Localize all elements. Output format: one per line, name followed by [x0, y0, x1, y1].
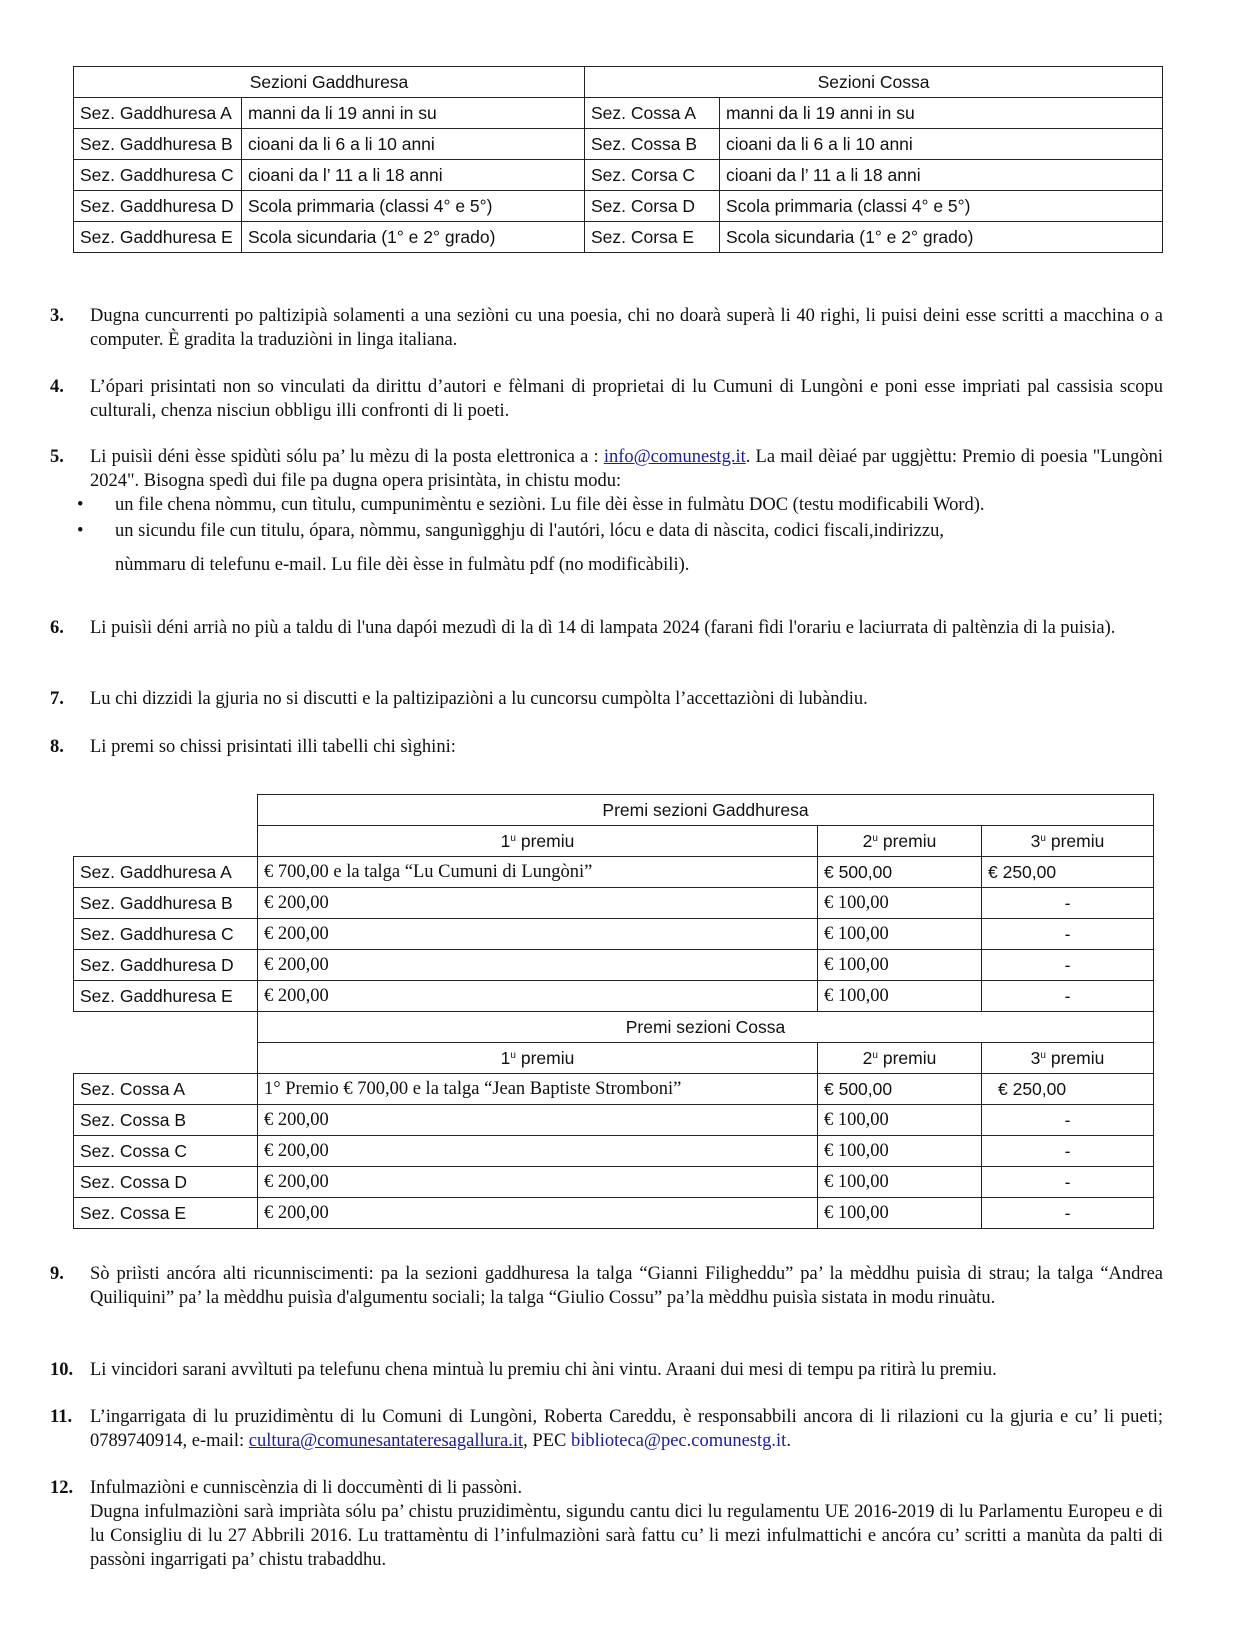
ordinal: 3	[1030, 1047, 1041, 1068]
second-prize: € 100,00	[818, 1136, 982, 1167]
header-label: premiu	[515, 1047, 575, 1068]
third-prize: -	[982, 888, 1154, 919]
pec-address[interactable]: biblioteca@pec.comunestg.it	[570, 1431, 787, 1451]
table-row	[74, 888, 1154, 919]
rule-text: Dugna cuncurrenti po paltizipià solamenti a una seziòni cu una poesia, chi no doarà superà li 40 righi, li puisi deini esse scritti a macchina o a computer. È gradita la traduziòni in linga italiana.	[90, 306, 1163, 350]
first-prize: € 200,00	[258, 1105, 818, 1136]
section-label: Sez. Gaddhuresa E	[74, 981, 258, 1012]
rule-number: 6.	[50, 618, 64, 638]
table-cell: Sez. Gaddhuresa C	[74, 160, 242, 191]
header-cossa: Sezioni Cossa	[585, 67, 1163, 98]
table-row	[74, 98, 1163, 129]
header-label: premiu	[877, 1047, 937, 1068]
section-label: Sez. Gaddhuresa B	[74, 888, 258, 919]
sections-table	[73, 66, 1163, 253]
section-label: Sez. Cossa E	[74, 1198, 258, 1229]
third-prize: € 250,00	[982, 857, 1154, 888]
table-cell: Sez. Gaddhuresa D	[74, 191, 242, 222]
table-cell: manni da li 19 anni in su	[242, 98, 585, 129]
rule-11	[50, 1405, 1163, 1453]
rule-text: Li premi so chissi prisintati illi tabelli chi sìghini:	[90, 737, 456, 757]
ordinal-suffix: u	[1040, 832, 1046, 844]
rule-text-part: . La mail dèiaé par uggjèttu: Premio di poesia "Lungòni 2024". Bisogna spedì dui file pa dugna opera prisintàta, in chistu modu:	[90, 447, 1163, 491]
first-prize: € 200,00	[258, 950, 818, 981]
table-cell: Scola sicundaria (1° e 2° grado)	[720, 222, 1163, 253]
third-prize: -	[982, 950, 1154, 981]
table-cell: cioani da l’ 11 a li 18 anni	[242, 160, 585, 191]
bullet-icon: •	[77, 495, 84, 515]
table-header-row	[74, 1012, 1154, 1043]
header-label: premiu	[515, 830, 575, 851]
rule-10	[50, 1358, 1163, 1382]
table-cell: manni da li 19 anni in su	[720, 98, 1163, 129]
rule-number: 4.	[50, 377, 64, 397]
header-label: premiu	[1045, 830, 1105, 851]
second-prize: € 100,00	[818, 1198, 982, 1229]
third-prize: -	[982, 1105, 1154, 1136]
table-row	[74, 1105, 1154, 1136]
rule-7	[50, 687, 1163, 711]
empty-cell	[74, 1043, 258, 1074]
rule-8	[50, 735, 1163, 759]
list-item	[77, 493, 1163, 517]
list-item	[77, 519, 1163, 577]
table-cell: Sez. Gaddhuresa A	[74, 98, 242, 129]
ordinal-suffix: u	[1040, 1049, 1046, 1061]
rule-number: 3.	[50, 306, 64, 326]
second-prize: € 100,00	[818, 888, 982, 919]
header-gaddhuresa: Sezioni Gaddhuresa	[74, 67, 585, 98]
second-prize: € 100,00	[818, 950, 982, 981]
rule-number: 9.	[50, 1264, 64, 1284]
rule-number: 8.	[50, 737, 64, 757]
table-cell: Sez. Cossa A	[585, 98, 720, 129]
table-cell: cioani da li 6 a li 10 anni	[720, 129, 1163, 160]
section-label: Sez. Cossa C	[74, 1136, 258, 1167]
col-header-first-prize	[258, 1043, 818, 1074]
table-header-row	[74, 795, 1154, 826]
rule-text-part: Li puisìi déni èsse spidùti sólu pa’ lu mèzu di la posta elettronica a :	[90, 447, 604, 467]
col-header-third-prize	[982, 826, 1154, 857]
first-prize: € 200,00	[258, 1136, 818, 1167]
rule-text-part: .	[786, 1431, 791, 1451]
rule-text: Sò priìsti ancóra alti ricunniscimenti: pa la sezioni gaddhuresa la talga “Gianni Filigheddu” pa’ la mèddhu puisìa di strau; la talga “Andrea Quiliquini” pa’ la mèddhu puisìa d'algumentu sociali; la talga “Giulio Cossu” pa’la mèddhu puisìa sistata in modu rinuàtu.	[90, 1264, 1163, 1308]
rule-heading: Infulmaziòni e cunniscènzia di li doccumènti di li passòni.	[90, 1478, 523, 1498]
col-header-first-prize	[258, 826, 818, 857]
rule-text: Li vincidori sarani avvìltuti pa telefunu chena mintuà lu premiu chi àni vintu. Araani dui mesi di tempu pa ritirà lu premiu.	[90, 1360, 997, 1380]
table-row	[74, 129, 1163, 160]
empty-cell	[74, 1012, 258, 1043]
rule-number: 11.	[50, 1407, 73, 1427]
section-label: Sez. Gaddhuresa A	[74, 857, 258, 888]
email-link[interactable]: cultura@comunesantateresagallura.it	[248, 1431, 524, 1451]
table-row	[74, 1167, 1154, 1198]
third-prize: € 250,00	[982, 1074, 1154, 1105]
table-header-row	[74, 1043, 1154, 1074]
empty-cell	[74, 795, 258, 826]
first-prize: € 200,00	[258, 981, 818, 1012]
table-cell: Sez. Cossa B	[585, 129, 720, 160]
ordinal: 1	[500, 830, 511, 851]
table-cell: Sez. Corsa E	[585, 222, 720, 253]
rule-6	[50, 616, 1163, 640]
table-cell: Sez. Corsa D	[585, 191, 720, 222]
rule-text-part: L’ingarrigata di lu pruzidimèntu di lu Comuni di Lungòni, Roberta Careddu, è responsabbili ancora di li rilazioni cu la gjuria e cu’ li pueti; 0789740914, e-mail:	[90, 1407, 1163, 1451]
bullet-icon: •	[77, 521, 84, 541]
section-label: Sez. Cossa B	[74, 1105, 258, 1136]
table-row	[74, 919, 1154, 950]
second-prize: € 100,00	[818, 919, 982, 950]
table-header-row	[74, 826, 1154, 857]
rule-text: L’ópari prisintati non so vinculati da dirittu d’autori e fèlmani di proprietai di lu Cumuni di Lungòni e poni esse impriati pal cassisia scopu culturali, chenza nisciun obbligu illi confronti di li poeti.	[90, 377, 1163, 421]
table-cell: Scola primmaria (classi 4° e 5°)	[242, 191, 585, 222]
rule-text-part: , PEC	[523, 1431, 571, 1451]
list-item-text: un file chena nòmmu, cun tìtulu, cumpunimèntu e seziòni. Lu file dèi èsse in fulmàtu DOC (testu modificabili Word).	[115, 495, 985, 515]
table-row	[74, 981, 1154, 1012]
prizes-table	[73, 794, 1154, 1229]
col-header-second-prize	[818, 826, 982, 857]
third-prize: -	[982, 919, 1154, 950]
table-row	[74, 191, 1163, 222]
rule-text: Dugna infulmaziòni sarà impriàta sólu pa’ chistu pruzidimèntu, sigundu cantu dici lu regulamentu UE 2016-2019 di lu Parlamentu Europeu e di lu Consigliu di lu 27 Abbrili 2016. Lu trattamèntu di l’infulmaziòni sarà fattu cu’ li mezi infulmattichi e ancóra cu’ scritti a manùta da palti di passòni ingarrigati pa’ chistu trabaddhu.	[90, 1502, 1163, 1570]
section-label: Sez. Cossa A	[74, 1074, 258, 1105]
table-row	[74, 950, 1154, 981]
first-prize: € 200,00	[258, 1198, 818, 1229]
table-row	[74, 1198, 1154, 1229]
table-row	[74, 222, 1163, 253]
ordinal: 1	[500, 1047, 511, 1068]
table-header-row	[74, 67, 1163, 98]
second-prize: € 500,00	[818, 857, 982, 888]
rule-4	[50, 375, 1163, 423]
second-prize: € 100,00	[818, 1167, 982, 1198]
third-prize: -	[982, 1136, 1154, 1167]
table-row	[74, 857, 1154, 888]
col-header-second-prize	[818, 1043, 982, 1074]
ordinal: 2	[862, 1047, 873, 1068]
first-prize: € 700,00 e la talga “Lu Cumuni di Lungòni”	[258, 857, 818, 888]
third-prize: -	[982, 1167, 1154, 1198]
section-label: Sez. Cossa D	[74, 1167, 258, 1198]
table-cell: Scola sicundaria (1° e 2° grado)	[242, 222, 585, 253]
first-prize: € 200,00	[258, 1167, 818, 1198]
table-cell: cioani da li 6 a li 10 anni	[242, 129, 585, 160]
table-row	[74, 160, 1163, 191]
table-row	[74, 1074, 1154, 1105]
ordinal: 3	[1030, 830, 1041, 851]
ordinal: 2	[862, 830, 873, 851]
table-cell: Sez. Corsa C	[585, 160, 720, 191]
section-label: Sez. Gaddhuresa C	[74, 919, 258, 950]
rule-3	[50, 304, 1163, 352]
rule-number: 7.	[50, 689, 64, 709]
first-prize: 1° Premio € 700,00 e la talga “Jean Baptiste Stromboni”	[258, 1074, 818, 1105]
prizes-cossa-title: Premi sezioni Cossa	[258, 1012, 1154, 1043]
rule-number: 10.	[50, 1360, 74, 1380]
table-cell: Sez. Gaddhuresa B	[74, 129, 242, 160]
ordinal-suffix: u	[872, 832, 878, 844]
first-prize: € 200,00	[258, 888, 818, 919]
rule-number: 12.	[50, 1478, 74, 1498]
table-cell: Sez. Gaddhuresa E	[74, 222, 242, 253]
empty-cell	[74, 826, 258, 857]
rule-text	[90, 1405, 1163, 1453]
third-prize: -	[982, 981, 1154, 1012]
rule-9	[50, 1262, 1163, 1310]
table-row	[74, 1136, 1154, 1167]
list-item-text: un sicundu file cun titulu, ópara, nòmmu, sangunìgghju di l'autóri, lócu e data di nàscita, codici fiscali,indirizzu,	[115, 521, 944, 541]
first-prize: € 200,00	[258, 919, 818, 950]
section-label: Sez. Gaddhuresa D	[74, 950, 258, 981]
third-prize: -	[982, 1198, 1154, 1229]
second-prize: € 100,00	[818, 981, 982, 1012]
second-prize: € 100,00	[818, 1105, 982, 1136]
ordinal-suffix: u	[872, 1049, 878, 1061]
email-link[interactable]: info@comunestg.it	[603, 447, 746, 467]
rule-text	[90, 445, 1163, 493]
header-label: premiu	[1045, 1047, 1105, 1068]
ordinal-suffix: u	[510, 832, 516, 844]
bullet-list	[50, 493, 1163, 577]
second-prize: € 500,00	[818, 1074, 982, 1105]
prizes-gaddhuresa-title: Premi sezioni Gaddhuresa	[258, 795, 1154, 826]
rule-12	[50, 1476, 1163, 1572]
rule-text: Li puisìi déni arrià no più a taldu di l'una dapói mezudì di la dì 14 di lampata 2024 (farani fìdi l'orariu e laciurrata di paltènzia di la puisia).	[90, 618, 1116, 638]
rule-5	[50, 445, 1163, 577]
list-item-text: nùmmaru di telefunu e-mail. Lu file dèi èsse in fulmàtu pdf (no modificàbili).	[115, 555, 690, 575]
rule-number: 5.	[50, 447, 64, 467]
header-label: premiu	[877, 830, 937, 851]
ordinal-suffix: u	[510, 1049, 516, 1061]
table-cell: Scola primmaria (classi 4° e 5°)	[720, 191, 1163, 222]
col-header-third-prize	[982, 1043, 1154, 1074]
rule-text: Lu chi dizzidi la gjuria no si discutti e la paltizipaziòni a lu cuncorsu cumpòlta l’accettaziòni di lubàndiu.	[90, 689, 868, 709]
table-cell: cioani da l’ 11 a li 18 anni	[720, 160, 1163, 191]
